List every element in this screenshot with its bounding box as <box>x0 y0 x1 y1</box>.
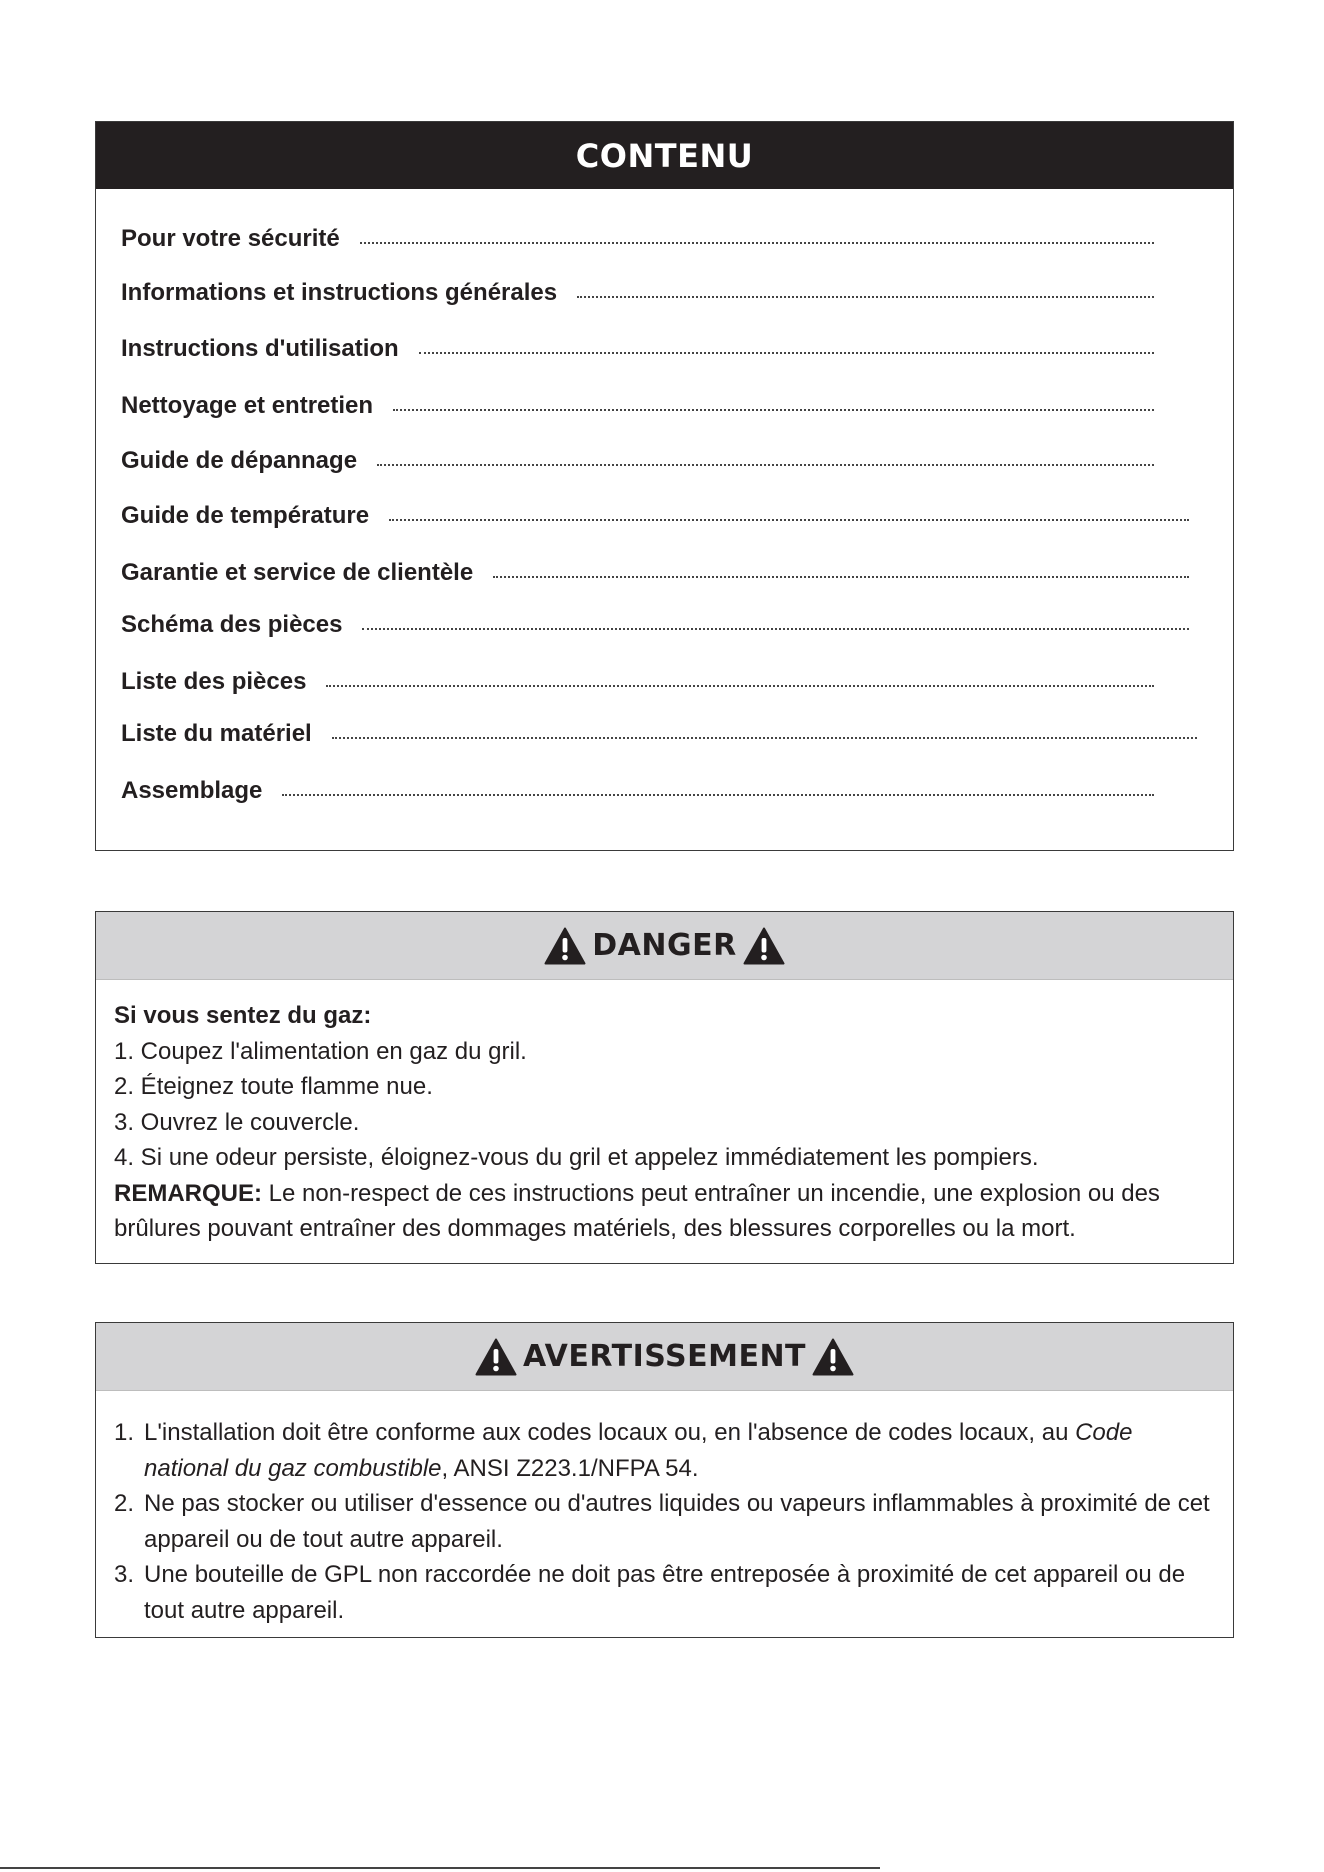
warning-triangle-icon <box>812 1338 854 1376</box>
toc-leader <box>577 296 1154 298</box>
warning-item <box>114 1486 1223 1557</box>
toc-item-label: Guide de température <box>121 502 370 529</box>
danger-step: 4. Si une odeur persiste, éloignez-vous du gril et appelez immédiatement les pompiers. <box>114 1144 1039 1171</box>
table-of-contents <box>95 121 1234 851</box>
danger-note-text: Le non-respect de ces instructions peut entraîner un incendie, une explosion ou des brûlures pouvant entraîner des dommages matériels, des blessures corporelles ou la mort. <box>114 1179 1160 1242</box>
toc-item-label: Schéma des pièces <box>121 611 343 638</box>
warning-box <box>95 1322 1234 1638</box>
danger-note <box>114 1176 1233 1247</box>
danger-body <box>96 980 1233 1247</box>
toc-leader <box>419 352 1154 354</box>
warning-item <box>114 1415 1223 1486</box>
warning-title: AVERTISSEMENT <box>522 1339 807 1374</box>
toc-leader <box>282 794 1154 796</box>
toc-leader <box>362 628 1189 630</box>
toc-item[interactable] <box>121 559 1189 587</box>
toc-item-label: Pour votre sécurité <box>121 225 340 252</box>
toc-item-label: Liste des pièces <box>121 668 307 695</box>
warning-item-text: L'installation doit être conforme aux codes locaux ou, en l'absence de codes locaux, au <box>144 1419 1076 1446</box>
toc-item-label: Informations et instructions générales <box>121 279 558 306</box>
toc-item[interactable] <box>121 335 1154 363</box>
warning-triangle-icon <box>475 1338 517 1376</box>
toc-item[interactable] <box>121 392 1154 420</box>
toc-item[interactable] <box>121 502 1189 530</box>
footer-rule <box>0 1867 880 1869</box>
toc-item[interactable] <box>121 777 1154 805</box>
toc-leader <box>377 464 1154 466</box>
toc-item-label: Assemblage <box>121 777 263 804</box>
toc-leader <box>393 409 1154 411</box>
danger-header <box>96 912 1233 980</box>
toc-item-label: Instructions d'utilisation <box>121 335 399 362</box>
toc-item[interactable] <box>121 611 1189 639</box>
danger-intro: Si vous sentez du gaz: <box>114 1002 372 1029</box>
danger-box <box>95 911 1234 1264</box>
warning-triangle-icon <box>544 927 586 965</box>
toc-item-label: Liste du matériel <box>121 720 312 747</box>
danger-title: DANGER <box>592 928 737 963</box>
toc-item[interactable] <box>121 668 1154 696</box>
toc-item[interactable] <box>121 720 1197 748</box>
toc-item[interactable] <box>121 279 1154 307</box>
toc-item-label: Nettoyage et entretien <box>121 392 374 419</box>
warning-item-text: , ANSI Z223.1/NFPA 54. <box>441 1454 699 1482</box>
danger-step: 2. Éteignez toute flamme nue. <box>114 1073 433 1100</box>
toc-leader <box>360 242 1154 244</box>
warning-item-text: Une bouteille de GPL non raccordée ne doit pas être entreposée à proximité de cet appareil ou de tout autre appareil. <box>144 1561 1186 1624</box>
warning-item <box>114 1557 1223 1628</box>
toc-leader <box>389 519 1189 521</box>
danger-step: 3. Ouvrez le couvercle. <box>114 1108 360 1136</box>
warning-item-text: Ne pas stocker ou utiliser d'essence ou d'autres liquides ou vapeurs inflammables à proximité de cet appareil ou de tout autre appareil. <box>144 1490 1210 1553</box>
toc-title: CONTENU <box>96 122 1233 189</box>
toc-item[interactable] <box>121 225 1154 253</box>
toc-item[interactable] <box>121 447 1154 475</box>
toc-item-label: Guide de dépannage <box>121 447 358 474</box>
warning-triangle-icon <box>743 927 785 965</box>
toc-list <box>96 189 1233 852</box>
toc-leader <box>332 737 1197 739</box>
toc-leader <box>493 576 1189 578</box>
danger-note-label: REMARQUE: <box>114 1179 262 1207</box>
warning-item-number: 1. <box>114 1419 135 1446</box>
toc-leader <box>326 685 1154 687</box>
warning-body <box>96 1391 1233 1628</box>
toc-item-label: Garantie et service de clientèle <box>121 559 474 586</box>
warning-header <box>96 1323 1233 1391</box>
warning-item-number: 2. <box>114 1490 135 1517</box>
warning-item-number: 3. <box>114 1561 135 1588</box>
warning-item-citation: Code national du gaz combustible <box>144 1419 1133 1482</box>
danger-step: 1. Coupez l'alimentation en gaz du gril. <box>114 1037 527 1065</box>
